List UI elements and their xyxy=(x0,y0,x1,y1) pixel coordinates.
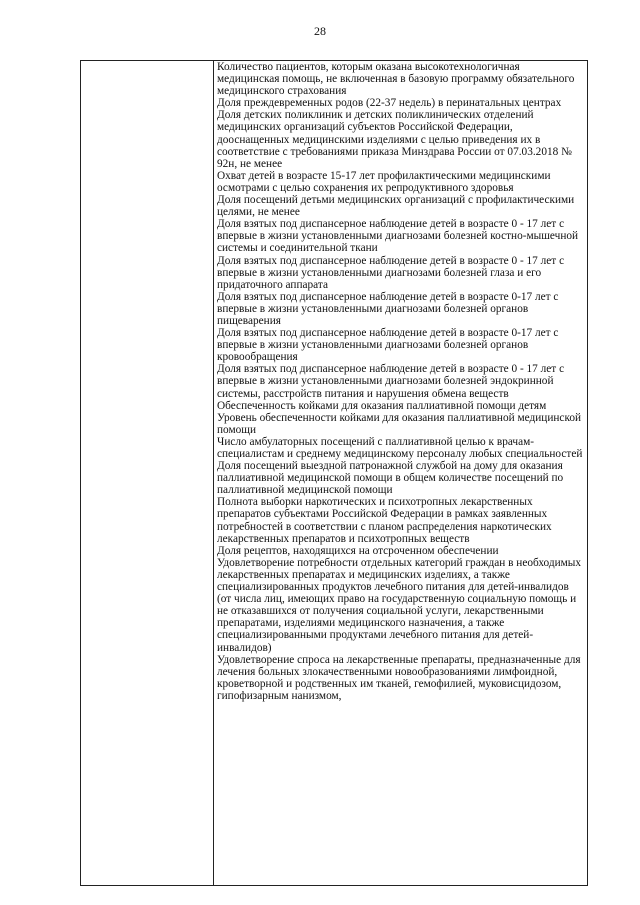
indicators-table xyxy=(80,60,588,886)
table-left-column xyxy=(81,61,214,885)
indicator-item: Уровень обеспеченности койками для оказания паллиативной медицинской помощи xyxy=(217,411,582,436)
indicator-item: Доля преждевременных родов (22-37 недель) в перинатальных центрах xyxy=(217,97,562,110)
page-number: 28 xyxy=(314,24,326,38)
indicator-item: Удовлетворение спроса на лекарственные препараты, предназначенные для лечения больных злокачественными новообразованиями лимфоидной, кроветворной и родственных им тканей, гемофилией, муковисцидозом, гипофизарным нанизмом, xyxy=(217,653,581,702)
indicator-item: Доля взятых под диспансерное наблюдение детей в возрасте 0 - 17 лет с впервые в жизни установленными диагнозами болезней эндокринной системы, расстройств питания и нарушения обмена веществ xyxy=(217,363,565,400)
indicator-item: Доля рецептов, находящихся на отсроченном обеспечении xyxy=(217,544,499,557)
indicator-list xyxy=(214,61,587,702)
indicator-item: Полнота выборки наркотических и психотропных лекарственных препаратов субъектами Российской Федерации в рамках заявленных потребностей в соответствии с планом распределения наркотических лекарственных препаратов и психотропных веществ xyxy=(217,496,552,545)
indicator-item: Доля взятых под диспансерное наблюдение детей в возрасте 0 - 17 лет с впервые в жизни установленными диагнозами болезней костно-мышечной системы и соединительной ткани xyxy=(217,218,579,255)
indicator-item: Удовлетворение потребности отдельных категорий граждан в необходимых лекарственных препаратах и медицинских изделиях, а также специализированных продуктов лечебного питания для детей-инвалидов (от числа лиц, имеющих право на государственную социальную помощь и не отказавшихся от получения социальной услуги, лекарственными препаратами, изделиями медицинского назначения, а также специализированными продуктами лечебного питания для детей-инвалидов) xyxy=(217,556,582,654)
indicator-item: Доля взятых под диспансерное наблюдение детей в возрасте 0 - 17 лет с впервые в жизни установленными диагнозами болезней глаза и его придаточного аппарата xyxy=(217,254,565,291)
indicator-item: Охват детей в возрасте 15-17 лет профилактическими медицинскими осмотрами с целью сохранения их репродуктивного здоровья xyxy=(217,169,551,194)
indicator-item: Доля взятых под диспансерное наблюдение детей в возрасте 0-17 лет с впервые в жизни установленными диагнозами болезней органов кровообращения xyxy=(217,327,559,364)
indicator-item: Обеспеченность койками для оказания паллиативной помощи детям xyxy=(217,399,547,412)
table-indicators-column xyxy=(214,61,587,885)
indicator-item: Доля детских поликлиник и детских поликлинических отделений медицинских организаций субъектов Российской Федерации, дооснащенных медицинскими изделиями с целью приведения их в соответствие с требованиями приказа Минздрава России от 07.03.2018 № 92н, не менее xyxy=(217,109,572,170)
indicator-item: Количество пациентов, которым оказана высокотехнологичная медицинская помощь, не включенная в базовую программу обязательного медицинского страхования xyxy=(217,61,575,98)
indicator-item: Доля посещений выездной патронажной службой на дому для оказания паллиативной медицинской помощи в общем количестве посещений по паллиативной медицинской помощи xyxy=(217,460,564,497)
indicator-item: Число амбулаторных посещений с паллиативной целью к врачам-специалистам и среднему медицинскому персоналу любых специальностей xyxy=(217,435,583,460)
indicator-item: Доля посещений детьми медицинских организаций с профилактическими целями, не менее xyxy=(217,194,575,219)
indicator-item: Доля взятых под диспансерное наблюдение детей в возрасте 0-17 лет с впервые в жизни установленными диагнозами болезней органов пищеварения xyxy=(217,290,559,327)
